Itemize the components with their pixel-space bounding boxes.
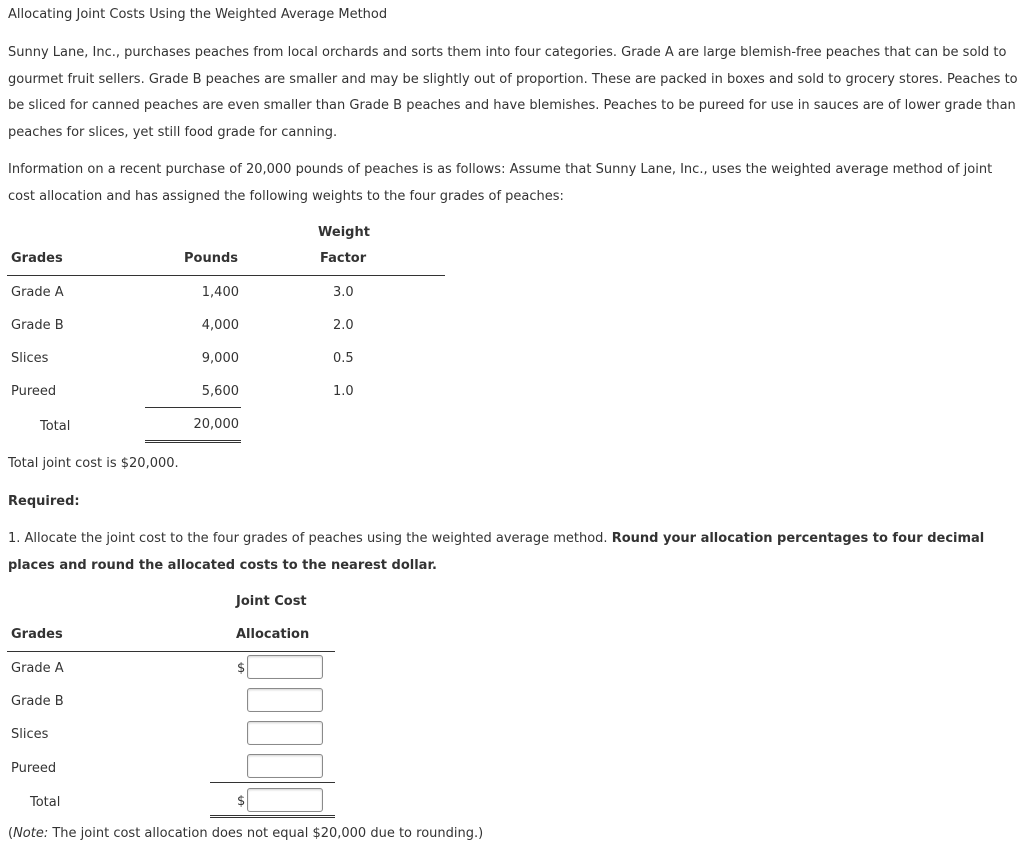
grade-label: Grade B	[11, 318, 64, 333]
pounds-value: 5,600	[201, 384, 239, 399]
grade-label: Grade B	[11, 694, 64, 709]
joint-cost-text: Total joint cost is $20,000.	[8, 456, 179, 471]
info-paragraph: Information on a recent purchase of 20,000 pounds of peaches is as follows: Assume that Sunny Lane, Inc., uses the weighted average method of joint cost allocation and has assigned the following weights to the four grades of peaches:	[8, 162, 993, 204]
header-rule	[7, 275, 445, 276]
pureed-allocation-input[interactable]	[247, 754, 323, 778]
grade-a-allocation-input[interactable]	[247, 655, 323, 679]
required-label: Required:	[8, 494, 80, 509]
header-rule	[7, 651, 335, 652]
grades-header: Grades	[11, 627, 63, 642]
note-text: The joint cost allocation does not equal $20,000 due to rounding.	[48, 826, 479, 841]
currency-symbol: $	[237, 794, 246, 809]
weight-header-line1: Weight	[318, 225, 370, 240]
grade-label: Grade A	[11, 285, 64, 300]
grade-label: Grade A	[11, 661, 64, 676]
grade-b-allocation-input[interactable]	[247, 688, 323, 712]
weight-value: 3.0	[333, 285, 354, 300]
weight-header-line2: Factor	[320, 251, 367, 266]
question-1-text: 1. Allocate the joint cost to the four grades of peaches using the weighted average method.	[8, 531, 608, 546]
weight-value: 1.0	[333, 384, 354, 399]
intro-paragraph: Sunny Lane, Inc., purchases peaches from local orchards and sorts them into four categories. Grade A are large blemish-free peaches that can be sold to gourmet fruit sellers. Grade B peaches are smaller and may be slightly out of proportion. These are packed in boxes and sold to grocery stores. Peaches to be sliced for canned peaches are even smaller than Grade B peaches and have blemishes. Peaches to be pureed for use in sauces are of lower grade than peaches for slices, yet still food grade for canning.	[8, 45, 1018, 140]
grades-header: Grades	[11, 251, 63, 266]
pounds-header: Pounds	[184, 251, 239, 266]
slices-allocation-input[interactable]	[247, 721, 323, 745]
total-pounds: 20,000	[193, 417, 239, 432]
total-label: Total	[40, 419, 71, 434]
page-title: Allocating Joint Costs Using the Weighted Average Method	[8, 7, 388, 22]
allocation-header-line1: Joint Cost	[236, 594, 307, 609]
pounds-value: 9,000	[201, 351, 239, 366]
note-label: Note:	[13, 826, 49, 841]
subtotal-rule	[210, 782, 335, 783]
total-label: Total	[30, 795, 61, 810]
subtotal-rule	[145, 407, 241, 408]
weight-value: 2.0	[333, 318, 354, 333]
pounds-value: 1,400	[201, 285, 239, 300]
total-double-rule	[210, 815, 335, 818]
total-double-rule	[145, 440, 241, 443]
question-1-instruction: Round your allocation percentages to four decimal places and round the allocated costs to the nearest dollar.	[8, 531, 985, 573]
rounding-note: (Note: The joint cost allocation does not equal $20,000 due to rounding.)	[8, 826, 484, 841]
grade-label: Pureed	[11, 384, 57, 399]
grade-label: Slices	[11, 727, 49, 742]
currency-symbol: $	[237, 661, 246, 676]
total-allocation-input[interactable]	[247, 788, 323, 812]
pounds-value: 4,000	[201, 318, 239, 333]
question-1	[8, 526, 1018, 579]
grade-label: Slices	[11, 351, 49, 366]
weight-value: 0.5	[333, 351, 354, 366]
allocation-header-line2: Allocation	[236, 627, 310, 642]
grade-label: Pureed	[11, 761, 57, 776]
